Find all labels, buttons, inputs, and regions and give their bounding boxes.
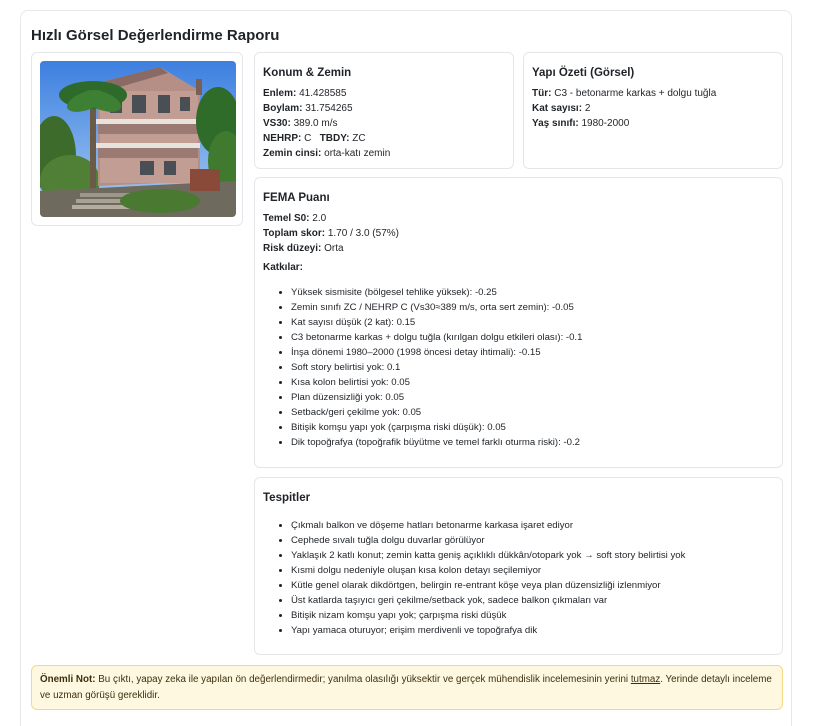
list-item: • C3 betonarme karkas + dolgu tuğla (kırılgan dolgu etkileri olası): -0.1 — [291, 330, 582, 345]
risk-level-label: Risk düzeyi: — [263, 243, 322, 254]
list-item: • İnşa dönemi 1980–2000 (1998 öncesi detay ihtimali): -0.15 — [291, 345, 582, 360]
list-item: • Bitişik komşu yapı yok (çarpışma riski düşük): 0.05 — [291, 420, 582, 435]
longitude-label: Boylam: — [263, 103, 303, 114]
latitude-row — [263, 86, 346, 101]
age-label: Yaş sınıfı: — [532, 118, 579, 129]
soil-type-label: Zemin cinsi: — [263, 148, 322, 159]
tbdy-value: ZC — [352, 133, 366, 144]
risk-level-row — [263, 241, 344, 256]
list-item: • Zemin sınıfı ZC / NEHRP C (Vs30≈389 m/s, orta sert zemin): -0.05 — [291, 300, 582, 315]
findings-list — [277, 518, 685, 638]
list-item: • Dik topoğrafya (topoğrafik büyütme ve temel farklı oturma riski): -0.2 — [291, 435, 582, 450]
vs30-label: VS30: — [263, 118, 291, 129]
location-card — [254, 52, 514, 169]
floors-row — [532, 101, 590, 116]
report-container — [20, 10, 792, 726]
building-photo — [40, 61, 236, 217]
fema-score-card — [254, 177, 783, 468]
latitude-label: Enlem: — [263, 88, 297, 99]
fema-title: FEMA Puanı — [263, 192, 330, 204]
base-score-label: Temel S0: — [263, 213, 310, 224]
findings-title: Tespitler — [263, 492, 311, 504]
longitude-value: 31.754265 — [305, 103, 353, 114]
risk-level-value: Orta — [324, 243, 344, 254]
total-score-value: 1.70 / 3.0 (57%) — [327, 228, 399, 239]
nehrp-value: C — [304, 133, 312, 144]
location-title: Konum & Zemin — [263, 67, 352, 79]
list-item: • Bitişik nizam komşu yapı yok; çarpışma riski düşük — [291, 608, 685, 623]
list-item: • Yapı yamaca oturuyor; erişim merdivenli ve topoğrafya dik — [291, 623, 685, 638]
soil-class-row — [263, 131, 366, 146]
building-summary-card — [523, 52, 783, 169]
list-item: • Üst katlarda taşıyıcı geri çekilme/setback yok, sadece balkon çıkmaları var — [291, 593, 685, 608]
list-item: • Cephede sıvalı tuğla dolgu duvarlar görülüyor — [291, 533, 685, 548]
list-item: • Plan düzensizliği yok: 0.05 — [291, 390, 582, 405]
vs30-row — [263, 116, 338, 131]
type-row — [532, 86, 716, 101]
list-item: • Yüksek sismisite (bölgesel tehlike yüksek): -0.25 — [291, 285, 582, 300]
summary-title: Yapı Özeti (Görsel) — [532, 67, 635, 79]
type-value: C3 - betonarme karkas + dolgu tuğla — [554, 88, 717, 99]
note-emphasis: tutmaz — [630, 674, 661, 685]
list-item: • Yaklaşık 2 katlı konut; zemin katta geniş açıklıklı dükkân/otopark yok → soft story belirtisi yok — [291, 548, 685, 563]
tbdy-label: TBDY: — [319, 133, 350, 144]
age-row — [532, 116, 629, 131]
modifiers-heading: Katkılar: — [263, 262, 304, 273]
list-item: • Kat sayısı düşük (2 kat): 0.15 — [291, 315, 582, 330]
age-value: 1980-2000 — [581, 118, 630, 129]
note-text-before: Bu çıktı, yapay zeka ile yapılan ön değerlendirmedir; yanılma olasılığı yüksektir ve gerçek mühendislik incelemesinin yerini — [98, 674, 629, 685]
list-item: • Setback/geri çekilme yok: 0.05 — [291, 405, 582, 420]
base-score-row — [263, 211, 326, 226]
floors-label: Kat sayısı: — [532, 103, 583, 114]
total-score-label: Toplam skor: — [263, 228, 326, 239]
list-item: • Çıkmalı balkon ve döşeme hatları betonarme karkasa işaret ediyor — [291, 518, 685, 533]
list-item: • Soft story belirtisi yok: 0.1 — [291, 360, 582, 375]
important-note — [31, 665, 783, 710]
list-item: • Kütle genel olarak dikdörtgen, belirgin re-entrant köşe veya plan düzensizliği izlenmiyor — [291, 578, 685, 593]
nehrp-label: NEHRP: — [263, 133, 302, 144]
vs30-value: 389.0 m/s — [293, 118, 338, 129]
page-title: Hızlı Görsel Değerlendirme Raporu — [31, 27, 280, 44]
total-score-row — [263, 226, 399, 241]
latitude-value: 41.428585 — [299, 88, 347, 99]
note-label: Önemli Not: — [40, 674, 96, 685]
base-score-value: 2.0 — [312, 213, 327, 224]
findings-card — [254, 477, 783, 655]
soil-type-value: orta-katı zemin — [324, 148, 391, 159]
list-item: • Kısa kolon belirtisi yok: 0.05 — [291, 375, 582, 390]
note-text-after: . Yerinde detaylı inceleme ve uzman görüşü gereklidir. — [40, 674, 772, 701]
soil-type-row — [263, 146, 390, 161]
floors-value: 2 — [584, 103, 591, 114]
list-item: • Kısmi dolgu nedeniyle oluşan kısa kolon detayı seçilemiyor — [291, 563, 685, 578]
longitude-row — [263, 101, 353, 116]
modifiers-list — [277, 285, 582, 450]
photo-card — [31, 52, 243, 226]
type-label: Tür: — [532, 88, 552, 99]
